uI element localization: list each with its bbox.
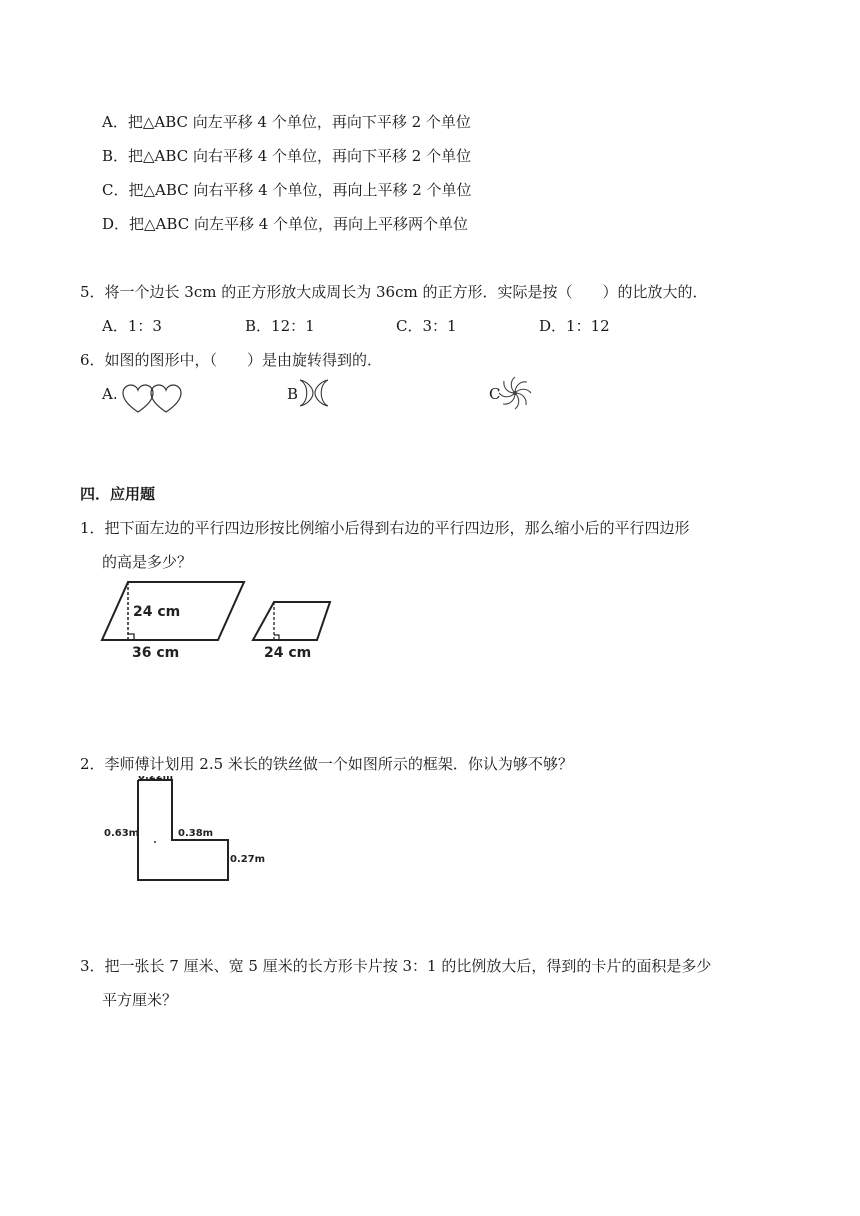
left-height-label: 24 cm: [133, 604, 181, 620]
app-q3-line2: 平方厘米？: [102, 991, 178, 1009]
app-q3-line1: 3．把一张长 7 厘米、宽 5 厘米的长方形卡片按 3：1 的比例放大后，得到的卡片的面积是多少: [80, 957, 712, 975]
frame-figure: [98, 776, 268, 890]
app-q1-line2: 的高是多少？: [102, 553, 193, 571]
app-q2-text: 2．李师傅计划用 2.5 米长的铁丝做一个如图所示的框架．你认为够不够？: [80, 755, 573, 773]
q5-option-a: A．1：3: [102, 317, 162, 335]
frame-middle-label: 0.38m: [178, 828, 214, 839]
q5-option-d: D．1：12: [539, 317, 610, 335]
right-base-label: 24 cm: [264, 645, 312, 661]
crescents-icon: [297, 378, 331, 408]
q4-option-a: A．把△ABC 向左平移 4 个单位，再向下平移 2 个单位: [102, 113, 471, 131]
q4-option-d: D．把△ABC 向左平移 4 个单位，再向上平移两个单位: [102, 215, 469, 233]
pinwheel-icon: [498, 376, 532, 410]
frame-right-label: 0.27m: [230, 854, 266, 865]
frame-top-label: 0.22m: [138, 776, 174, 782]
q6-option-a-label: A.: [102, 385, 118, 403]
q6-option-b-label: B: [287, 385, 299, 403]
q6-question: 6．如图的图形中，（ ）是由旋转得到的．: [80, 351, 383, 369]
q4-option-b: B．把△ABC 向右平移 4 个单位，再向下平移 2 个单位: [102, 147, 472, 165]
q4-option-c: C．把△ABC 向右平移 4 个单位，再向上平移 2 个单位: [102, 181, 472, 199]
app-q1-line1: 1．把下面左边的平行四边形按比例缩小后得到右边的平行四边形，那么缩小后的平行四边形: [80, 519, 690, 537]
q5-option-b: B．12：1: [245, 317, 315, 335]
frame-left-label: 0.63m: [104, 828, 140, 839]
q5-options: [0, 316, 860, 336]
q5-option-c: C．3：1: [396, 317, 457, 335]
left-base-label: 36 cm: [132, 645, 180, 661]
section-heading: 四．应用题: [80, 485, 156, 503]
q5-question: 5．将一个边长 3cm 的正方形放大成周长为 36cm 的正方形．实际是按（ ）的比放大的．: [80, 283, 708, 301]
parallelogram-figure: [98, 580, 338, 662]
two-hearts-icon: [122, 384, 182, 416]
q6-option-c-label: C: [489, 385, 501, 403]
